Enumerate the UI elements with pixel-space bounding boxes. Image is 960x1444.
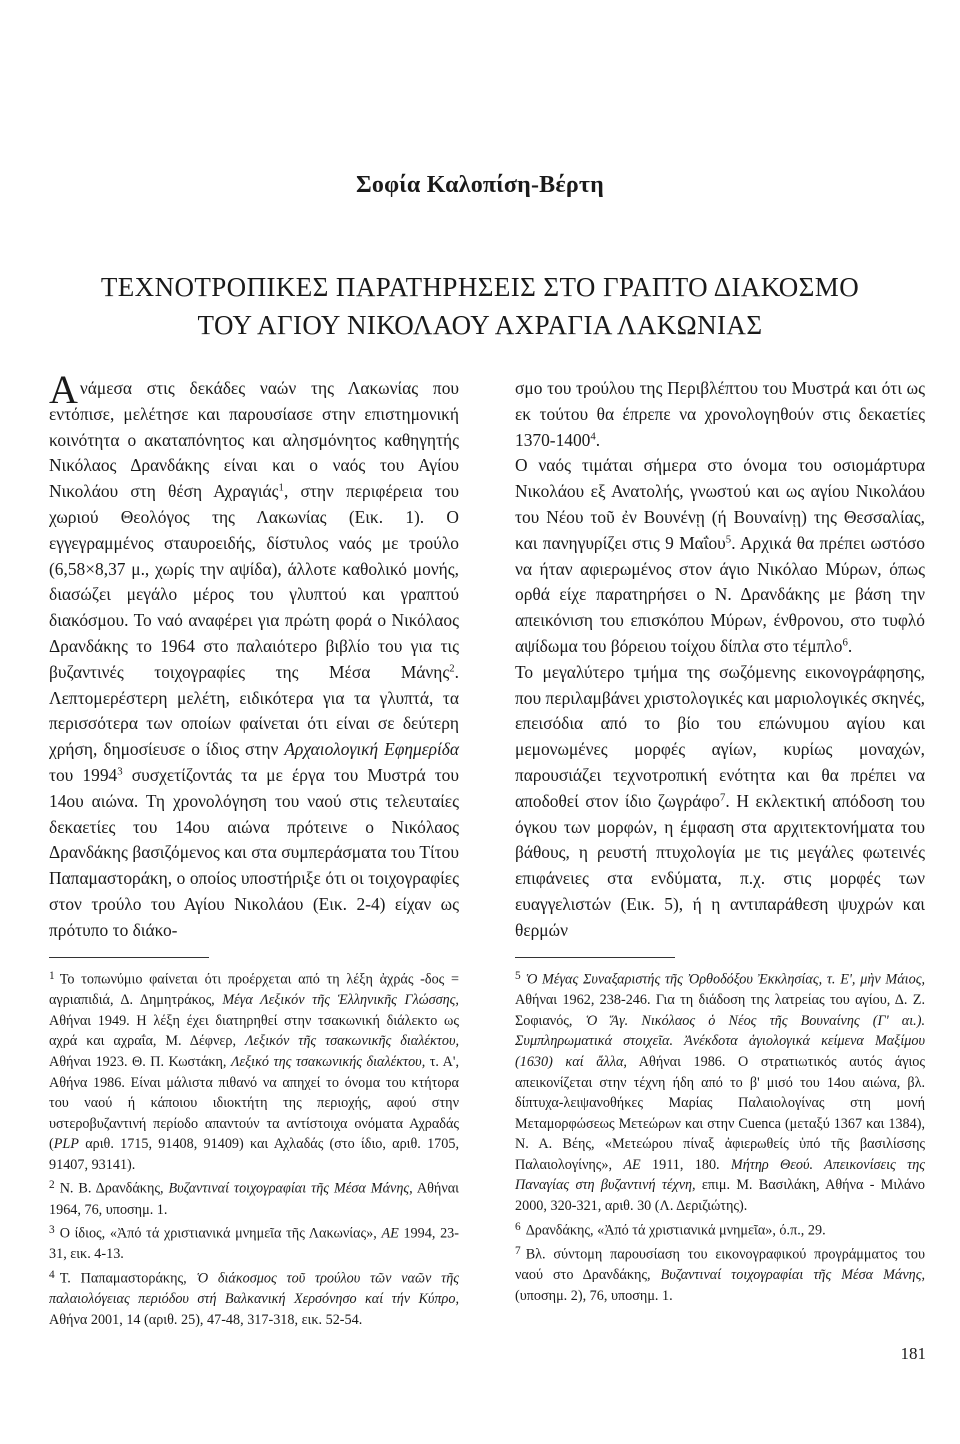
text-run: νάμεσα στις δεκάδες ναών της Λακωνίας που εντόπισε, μελέτησε και παρουσίασε στην επιστημονική κοινότητα ο ακαταπόνητος και αλησμόνητος καθηγητής Νικόλαος Δρανδάκης είναι και ο ναός του Αγίου Νικολάου στη θέση Αχραγιάς — [49, 378, 459, 502]
citation-title: Ὁ Μέγας Συναξαριστής τῆς Ὀρθοδόξου Ἐκκλησίας, τ. Ε', μὴν Μάιος, — [525, 971, 925, 988]
text-run: συσχετίζοντάς τα με έργα του Μυστρά του 14ου αιώνα. Τη χρονολόγηση του ναού στις τελευταίες δεκαετίες του 14ου αιώνα πρότεινε ο Νικόλαος Δρανδάκης βασιζόμενος και στα συμπεράσματα του Τίτου Παπαμαστοράκη, ο οποίος υποστήριξε ότι οι τοιχογραφίες στον τρούλο του Αγίου Νικολάου (Εικ. 2-4) είχαν ως πρότυπο το διάκο- — [49, 764, 459, 940]
text-run: Το τοπωνύμιο φαίνεται ότι προέρχεται από τη λέξη ἀχράς -δος = αγριαπιδιά, Δ. Δημητράκος, — [49, 971, 459, 1009]
footnote-divider — [49, 957, 209, 958]
text-run: Βλ. σύντομη παρουσίαση του εικονογραφικού προγράμματος του ναού στο Δρανδάκης, — [515, 1246, 925, 1283]
article-title — [60, 268, 900, 344]
text-run: Αθήνα 2001, 14 (αριθ. 25), 47-48, 317-318, εικ. 52-54. — [49, 1311, 363, 1328]
journal-name: Αρχαιολογική Εφημερίδα — [284, 739, 459, 760]
footnote-ref[interactable]: 5 — [725, 533, 732, 546]
author-name: Σοφία Καλοπίση-Βέρτη — [356, 172, 604, 198]
footnote — [49, 1265, 459, 1330]
footnote-number: 1 — [49, 970, 55, 982]
footnote — [49, 1220, 459, 1265]
text-run: Αθήναι 1962, 238-246. Για τη διάδοση της λατρείας του αγίου, Δ. Ζ. Σοφιανός, — [515, 992, 925, 1029]
text-run: Το μεγαλύτερο τμήμα της σωζόμενης εικονογράφησης, που περιλαμβάνει χριστολογικές και μαριολογικές σκηνές, επεισόδια από το βίο του επώνυμου αγίου και μεμονωμένες μορφές αγίων, κυρίως μοναχών, παρουσιάζει τεχνοτροπική ενότητα και θα πρέπει να αποδοθεί στον ίδιο ζωγράφο — [515, 661, 925, 811]
footnote-ref[interactable]: 6 — [842, 636, 848, 649]
citation-title: ΑΕ — [381, 1225, 399, 1242]
footnote-ref[interactable]: 1 — [278, 481, 284, 494]
footnote-number: 7 — [515, 1244, 521, 1257]
citation-title: PLP — [53, 1136, 79, 1153]
text-run: Ο ναός τιμάται σήμερα στο όνομα του οσιομάρτυρα Νικολάου εξ Ανατολής, γνωστού και ως αγίου Νικολάου του Νέου τοῦ ἐν Βουνένῃ (ή Βουναίνῃ) της Θεσσαλίας, και πανηγυρίζει στις 9 Μαΐου — [515, 455, 925, 553]
text-run: σμο του τρούλου της Περιβλέπτου του Μυστρά και ότι ως εκ τούτου θα έπρεπε να χρονολογηθούν στις δεκαετίες 1370-1400 — [515, 378, 925, 450]
citation-title: ΑΕ — [623, 1156, 641, 1173]
text-run: Τ. Παπαμαστοράκης, — [59, 1270, 197, 1287]
footnote-ref[interactable]: 2 — [449, 662, 455, 675]
footnote-number: 4 — [49, 1268, 55, 1281]
citation-title: Λεξικό της τσακωνικής διαλέκτου, — [230, 1053, 426, 1070]
text-run: Αθήναι 1964, 76, υποσημ. 1. — [49, 1181, 459, 1218]
text-run: . — [595, 429, 601, 450]
footnote-number: 5 — [515, 970, 521, 982]
paragraph — [515, 660, 925, 944]
citation-title: Λεξικόν τῆς τσακωνικῆς διαλέκτου, — [244, 1033, 459, 1050]
footnote-divider — [515, 957, 675, 958]
text-run: . — [847, 635, 853, 656]
drop-cap: Α — [49, 367, 78, 412]
footnote — [49, 1175, 459, 1220]
footnote-ref[interactable]: 4 — [590, 430, 596, 443]
text-run: . Αρχικά θα πρέπει ωστόσο να ήταν αφιερωμένος στον άγιο Νικόλαο Μύρων, όπως ορθά είχε παρατηρήσει ο Ν. Δρανδάκης με βάση την απεικόνιση του επισκόπου Μύρων, ένθρονου, στο τυφλό αψίδωμα του βόρειου τοίχου δίπλα στο τέμπλο — [515, 532, 925, 656]
text-run: Δρανδάκης, «Ἀπό τά χριστιανικά μνημεῖα», ό.π., 29. — [525, 1222, 826, 1239]
title-line-2: ΤΟΥ ΑΓΙΟΥ ΝΙΚΟΛΑΟΥ ΑΧΡΑΓΙΑ ΛΑΚΩΝΙΑΣ — [197, 310, 763, 341]
footnotes-column-left — [49, 966, 459, 1330]
text-run: Ν. Β. Δρανδάκης, — [59, 1181, 169, 1197]
citation-title: Ὁ Ἅγ. Νικόλαος ὁ Νέος τῆς Βουναίνης (Γ' αι.). Συμπληρωματικά στοιχεῖα. Ἀνέκδοτα ἁγιολογικά κείμενα Μαξίμου (1630) καί ἄλλα, — [515, 1012, 925, 1070]
citation-title: Βυζαντιναί τοιχογραφίαι τῆς Μέσα Μάνης, — [168, 1181, 413, 1197]
footnote-ref[interactable]: 3 — [117, 765, 123, 778]
text-run: αριθ. 1715, 91408, 91409) και Αχλαδάς (στο ίδιο, αριθ. 1705, 91407, 93141). — [49, 1136, 459, 1173]
citation-title: Βυζαντιναί τοιχογραφίαι τῆς Μέσα Μάνης, — [660, 1266, 925, 1283]
footnote — [515, 1241, 925, 1306]
paragraph — [515, 453, 925, 659]
text-run: 1994, 23-31, εικ. 4-13. — [49, 1225, 459, 1263]
text-run: Αθήναι 1986. Ο στρατιωτικός αυτός άγιος απεικονίζεται στην τέχνη ήδη από το β' μισό του 14ου αιώνα, βλ. δίπτυχα-λειψανοθήκες Μαρίας Παλαιολογίνας στη μονή Μεταμορφώσεως Μετεώρων και στην Cuenca (μεταξύ 1367 και 1384), Ν. Α. Βέης, «Μετεώρου πίναξ ἀφιερωθείς ὑπό τῆς βασιλίσσης Παλαιολογίνης», — [515, 1053, 925, 1173]
body-column-left — [49, 367, 459, 944]
citation-title: Μέγα Λεξικόν τῆς Ἑλληνικῆς Γλώσσης, — [222, 992, 459, 1009]
text-run: τ. Α', Αθήνα 1986. Είναι μάλιστα πιθανό να απηχεί το όνομα του κτήτορα του ναού ή κάποιου ιδιοκτήτη της περιοχής, αφού στην υστεροβυζαντινή περίοδο απαντούν τα αντίστοιχα ονόματα Αχραδάς ( — [49, 1053, 459, 1153]
text-run: . Λεπτομερέστερη μελέτη, ειδικότερα για τα γλυπτά, τα περισσότερα των οποίων φαίνεται ότι είναι σε δεύτερη χρήση, δημοσίευσε ο ίδιος στην — [49, 661, 459, 760]
text-run: Ο ίδιος, «Ἀπό τά χριστιανικά μνημεῖα τῆς Λακωνίας», — [59, 1225, 382, 1242]
paragraph — [49, 367, 459, 944]
title-line-1: ΤΕΧΝΟΤΡΟΠΙΚΕΣ ΠΑΡΑΤΗΡΗΣΕΙΣ ΣΤΟ ΓΡΑΠΤΟ ΔΙΑΚΟΣΜΟ — [100, 272, 860, 303]
text-run: , στην περιφέρεια του χωριού Θεολόγος της Λακωνίας (Εικ. 1). Ο εγγεγραμμένος σταυροειδής, δίστυλος ναός με τρούλο (6,58×8,37 μ., χωρίς την αψίδα), άλλοτε καθολικό μονής, διασώζει μεγάλο μέρος του γλυπτού και γραπτού διακόσμου. Το ναό αναφέρει για πρώτη φορά ο Νικόλαος Δρανδάκης το 1964 στο παλαιότερο βιβλίο του για τις βυζαντινές τοιχογραφίες της Μέσα Μάνης — [49, 481, 459, 682]
text-run: 1911, 180. — [640, 1156, 731, 1173]
body-column-right — [515, 376, 925, 944]
footnote-ref[interactable]: 7 — [719, 791, 726, 804]
footnote-number: 3 — [49, 1224, 55, 1237]
text-run: επιμ. Μ. Βασιλάκη, Αθήνα - Μιλάνο 2000, 320-321, αριθ. 30 (Λ. Δεριζιώτης). — [515, 1177, 925, 1215]
footnote-number: 6 — [515, 1220, 521, 1233]
citation-title: Μήτηρ Θεού. Απεικονίσεις της Παναγίας στη βυζαντινή τέχνη, — [515, 1156, 925, 1194]
footnote — [49, 966, 459, 1175]
footnote — [515, 966, 925, 1217]
footnote — [515, 1217, 925, 1241]
footnotes-column-right — [515, 966, 925, 1306]
paragraph — [515, 376, 925, 453]
text-run: Αθήναι 1949. Η λέξη έχει διατηρηθεί στην τσακωνική διάλεκτο ως αχρά και αχραΐα, Μ. Δέφνερ, — [49, 1012, 459, 1050]
page-number: 181 — [900, 1344, 926, 1363]
footnote-number: 2 — [49, 1179, 55, 1192]
text-run: Αθήναι 1923. Θ. Π. Κωστάκη, — [49, 1053, 231, 1070]
text-run: (υποσημ. 2), 76, υποσημ. 1. — [515, 1287, 673, 1304]
citation-title: Ὁ διάκοσμος τοῦ τρούλου τῶν ναῶν τῆς παλαιολόγειας περιόδου στή Βαλκανική Χερσόνησο καί τήν Κύπρο, — [49, 1270, 459, 1308]
text-run: του 1994 — [49, 764, 118, 785]
text-run: . Η εκλεκτική απόδοση του όγκου των μορφών, η έμφαση στα αρχιτεκτονήματα του βάθους, η ρευστή πτυχολογία με τις μεγάλες φωτεινές επιφάνειες στα ενδύματα, π.χ. στις μορφές των ευαγγελιστών (Εικ. 5), ή η αντιπαράθεση ψυχρών και θερμών — [515, 790, 925, 940]
